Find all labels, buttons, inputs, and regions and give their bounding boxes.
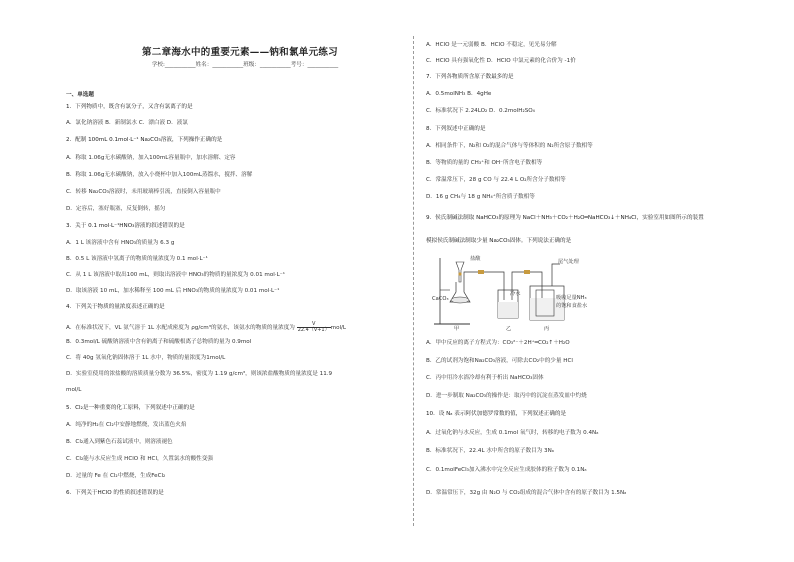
question-line: 8．下列叙述中正确的是 xyxy=(426,126,486,132)
option-line: B．0.5 L 该溶液中氢离子的物质的量浓度为 0.1 mol·L⁻¹ xyxy=(66,256,208,262)
option-line: B．Cl₂通入到紫色石蕊试液中，则溶液褪色 xyxy=(66,439,173,445)
option-line: B．乙的试剂为饱和Na₂CO₃溶液，可除去CO₂中的少量 HCl xyxy=(426,358,573,364)
option-line: A．纯净的H₂在 Cl₂中安静地燃烧，发出蓝色火焰 xyxy=(66,422,187,428)
option-line: mol/L xyxy=(66,387,82,393)
label-reagent: CaCO₃ xyxy=(432,296,449,302)
option-line: D．实验室使用的浓盐酸的溶质质量分数为 36.5%，密度为 1.19 g/cm³，则该浓盐酸物质的量浓度是 11.9 xyxy=(66,371,333,377)
option-line: D．过量的 Fe 在 Cl₂中燃烧，生成FeCl₂ xyxy=(66,473,166,479)
question-line: 模拟侯氏制碱法制取少量 Na₂CO₃固体。下列说法正确的是 xyxy=(426,238,572,244)
option-line: D．定容后，塞好瓶塞，反复倒转，摇匀 xyxy=(66,206,166,212)
option-line: D．16 g CH₄与 18 g NH₄⁺所含质子数相等 xyxy=(426,194,535,200)
label-jia: 甲 xyxy=(454,326,460,332)
option-line: C．丙中用冷水浴冷却有利于析出 NaHCO₃固体 xyxy=(426,375,544,381)
question-line: 1．下列物质中，既含有氯分子，又含有氯离子的是 xyxy=(66,104,193,110)
option-line: B．等物质的量的 CH₃⁺和 OH⁻所含电子数相等 xyxy=(426,160,543,166)
option-line: D．取该溶液 10 mL，加水稀释至 100 mL 后 HNO₃的物质的量浓度为 0.01 mol·L⁻¹ xyxy=(66,288,280,294)
section-heading: 一、单选题 xyxy=(66,92,94,98)
option-line: C．常温常压下，28 g CO 与 22.4 L O₂所含分子数相等 xyxy=(426,177,566,183)
option-line: B．0.3mol/L 硫酸钠溶液中含有钠离子和硫酸根离子总物质的量为 0.9mol xyxy=(66,339,252,345)
option-line: A．氯化钠溶液 B．新制氯水 C．漂白液 D．液氯 xyxy=(66,120,188,126)
option-line: D．常温常压下，32g 由 N₂O 与 CO₂组成的混合气体中含有的原子数目为 1.5Nₐ xyxy=(426,490,627,496)
question-line: 3．关于 0.1 mol·L⁻¹HNO₃溶液的叙述错误的是 xyxy=(66,223,185,229)
option-line: C．HClO 具有强氧化性 D．HClO 中氯元素的化合价为 -1价 xyxy=(426,58,576,64)
fraction-denominator: 22.4（V+1） xyxy=(297,327,330,333)
option-line: A．0.5molNH₃ B．4gHe xyxy=(426,91,492,97)
option-line: C．转移 Na₂CO₃溶液时，未用玻璃棒引流，直接倒入容量瓶中 xyxy=(66,189,221,195)
student-info-line: 学校:___________姓名：___________班级：___________考号：___________ xyxy=(151,62,339,68)
option-line: C．Cl₂能与水反应生成 HClO 和 HCl，久置氯水的酸性变强 xyxy=(66,456,213,462)
option-line xyxy=(66,322,346,333)
option-line: A．甲中反应的离子方程式为：CO₃²⁻＋2H⁺═CO₂↑＋H₂O xyxy=(426,340,570,346)
question-line: 5．Cl₂是一种重要的化工原料，下列叙述中正确的是 xyxy=(66,405,195,411)
fraction-numerator: V xyxy=(297,322,331,328)
question-line: 10．设 Nₐ 表示阿伏加德罗常数的值，下列叙述正确的是 xyxy=(426,411,567,417)
option-line: C．标准状况下 2.24LO₂ D．0.2molH₂SO₄ xyxy=(426,108,535,114)
column-divider xyxy=(413,36,414,526)
label-acid: 盐酸 xyxy=(470,256,481,262)
option-line: D．进一步制取 Na₂CO₃的操作是：取丙中的沉淀在蒸发皿中灼烧 xyxy=(426,393,587,399)
label-tail-gas: 尾气处理 xyxy=(558,259,579,265)
label-bing: 丙 xyxy=(544,326,550,332)
label-absorb-2: 的饱和食盐水 xyxy=(556,303,588,309)
label-cold-water: 冷水 xyxy=(510,291,521,297)
option-line: A．相同条件下，N₂和 O₂的混合气体与等体积的 N₂所含原子数相等 xyxy=(426,143,593,149)
page-title: 第二章海水中的重要元素——钠和氯单元练习 xyxy=(141,47,338,58)
option-line: A．称取 1.06g无水碳酸钠，加入100mL容量瓶中，加水溶解、定容 xyxy=(66,155,236,161)
question-line: 4．下列关于物质的量浓度表述正确的是 xyxy=(66,304,165,310)
question-line: 2．配制 100mL 0.1mol·L⁻¹ Na₂CO₃溶液，下列操作正确的是 xyxy=(66,137,223,143)
question-line: 6．下列关于HClO 的性质叙述错误的是 xyxy=(66,490,164,496)
option-line: B．称取 1.06g无水碳酸钠，放入小烧杯中加入100mL蒸馏水，搅拌、溶解 xyxy=(66,172,253,178)
fraction xyxy=(297,322,331,333)
option-line: B．标准状况下，22.4L 水中所含的原子数目为 3Nₐ xyxy=(426,448,554,454)
question-line: 9．侯氏制碱法制取 NaHCO₃的原理为 NaCl＋NH₃＋CO₂＋H₂O═NaHCO₃↓＋NH₄Cl，实验室用如图所示的装置 xyxy=(426,215,704,221)
lab-apparatus-diagram xyxy=(430,252,600,332)
option-line: A．过氧化钠与水反应，生成 0.1mol 氧气时，转移的电子数为 0.4Nₐ xyxy=(426,430,599,436)
option-line: A．1 L 该溶液中含有 HNO₃的质量为 6.3 g xyxy=(66,240,175,246)
option-line: C．0.1molFeCl₃加入沸水中完全反应生成胶体的粒子数为 0.1Nₐ xyxy=(426,467,587,473)
option-line: C．将 40g 氢氧化钠固体溶于 1L 水中，物质的量浓度为1mol/L xyxy=(66,355,226,361)
option-text: A．在标准状况下，VL 氨气溶于 1L 水配成密度为 ρg/cm³的氨水，该氨水的物质的量浓度为 xyxy=(66,325,295,331)
label-absorb-1: 吸收足量NH₃ xyxy=(556,295,587,301)
option-line: A．HClO 是一元弱酸 B．HClO 不稳定，见光易分解 xyxy=(426,42,557,48)
fraction-unit: mol/L xyxy=(330,325,347,331)
option-line: C．从 1 L 该溶液中取出100 mL，则取出溶液中 HNO₃的物质的量浓度为 0.01 mol·L⁻¹ xyxy=(66,272,285,278)
label-yi: 乙 xyxy=(506,326,512,332)
question-line: 7．下列各物质所含原子数最多的是 xyxy=(426,74,514,80)
